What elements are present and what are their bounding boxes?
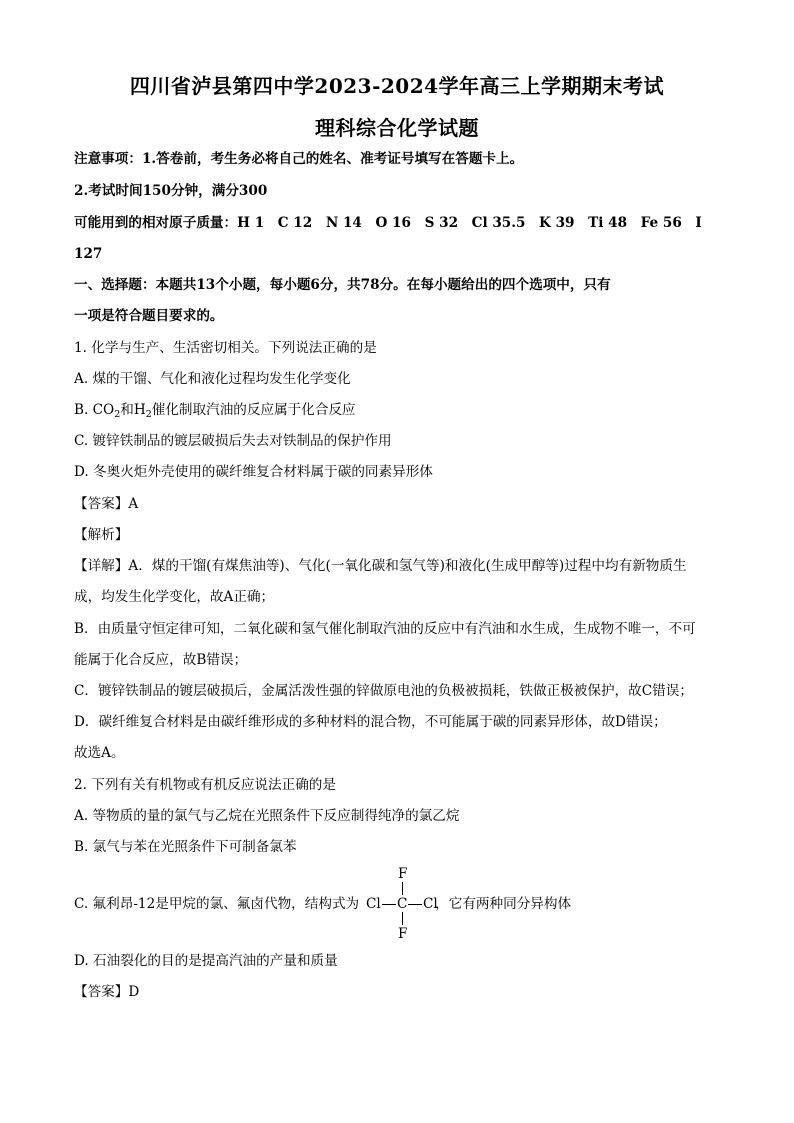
formula-chlorine-right: Cl [423, 896, 438, 912]
q2-stem: 2. 下列有关有机物或有机反应说法正确的是 [74, 777, 336, 793]
q2-option-d: D. 石油裂化的目的是提高汽油的产量和质量 [74, 953, 338, 969]
notes-line-2: 2.考试时间150分钟，满分300 [74, 183, 268, 199]
formula-bond-top [402, 882, 403, 895]
formula-fluorine-top: F [398, 866, 408, 882]
q1-detail-5: C．镀锌铁制品的镀层破损后，金属活泼性强的锌做原电池的负极被损耗，铁做正极被保护，故C错误； [74, 683, 693, 699]
q2-answer: 【答案】D [74, 984, 140, 1000]
q1-option-d: D. 冬奥火炬外壳使用的碳纤维复合材料属于碳的同素异形体 [74, 464, 433, 480]
q2-option-a: A. 等物质的量的氯气与乙烷在光照条件下反应制得纯净的氯乙烷 [74, 808, 460, 824]
section-heading-cont: 一项是符合题目要求的。 [74, 308, 224, 324]
q1-detail-4: 能属于化合反应，故B错误； [74, 652, 248, 668]
exam-title: 四川省泸县第四中学2023-2024学年高三上学期期末考试 [129, 74, 665, 98]
q1-detail-2: 成，均发生化学变化，故A正确； [74, 589, 275, 605]
q1-answer: 【答案】A [74, 496, 139, 512]
atomic-masses: 可能用到的相对原子质量：H 1 C 12 N 14 O 16 S 32 Cl 35.5 K 39 Ti 48 Fe 56 I [74, 215, 702, 231]
q1-option-b: B. $CO_2$和$H_2$催化制取汽油的反应属于化合反应 [74, 402, 356, 420]
atomic-masses-cont: 127 [74, 246, 103, 262]
q1-stem: 1. 化学与生产、生活密切相关。下列说法正确的是 [74, 340, 377, 356]
q1-detail-7: 故选A。 [74, 745, 125, 761]
formula-bond-bottom [402, 912, 403, 925]
q1-analysis-label: 【解析】 [74, 527, 129, 543]
q1-detail-1: 【详解】A．煤的干馏(有煤焦油等)、气化(一氧化碳和氢气等)和液化(生成甲醇等)过程中均有新物质生 [74, 558, 687, 574]
q1-detail-3: B．由质量守恒定律可知，二氧化碳和氢气催化制取汽油的反应中有汽油和水生成，生成物不唯一，不可 [74, 621, 696, 637]
q2-option-b: B. 氯气与苯在光照条件下可制备氯苯 [74, 839, 297, 855]
formula-bond-right [408, 904, 422, 905]
q1-detail-6: D．碳纤维复合材料是由碳纤维形成的多种材料的混合物，不可能属于碳的同素异形体，故D错误； [74, 714, 667, 730]
notes-line-1: 注意事项：1.答卷前，考生务必将自己的姓名、准考证号填写在答题卡上。 [74, 151, 524, 167]
section-heading: 一、选择题：本题共13个小题，每小题6分，共78分。在每小题给出的四个选项中，只有 [74, 277, 611, 293]
q1-option-a: A. 煤的干馏、气化和液化过程均发生化学变化 [74, 371, 351, 387]
exam-subtitle: 理科综合化学试题 [315, 116, 479, 140]
formula-chlorine-left: Cl [366, 896, 381, 912]
formula-bond-left [382, 904, 396, 905]
formula-carbon: C [397, 896, 408, 912]
q2-option-c: C. 氟利昂-12是甲烷的氯、氟卤代物，结构式为 ，它有两种同分异构体 [74, 896, 572, 912]
q1-option-c: C. 镀锌铁制品的镀层破损后失去对铁制品的保护作用 [74, 433, 392, 449]
formula-fluorine-bottom: F [398, 926, 408, 942]
